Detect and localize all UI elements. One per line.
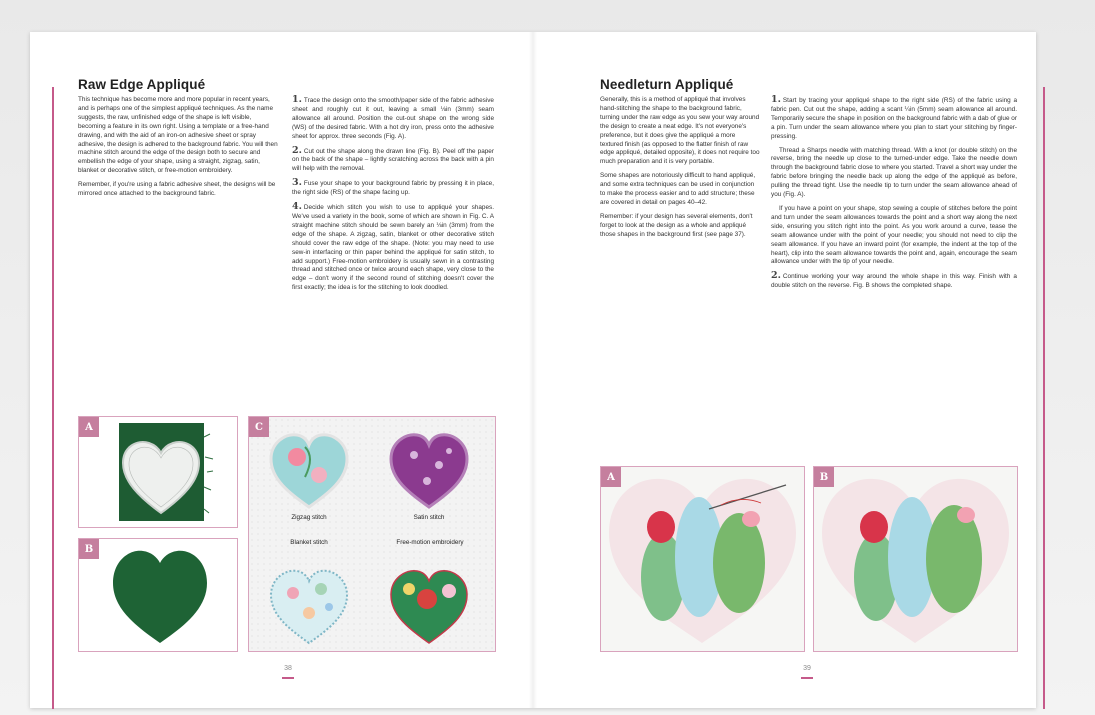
left-steps-column bbox=[292, 96, 494, 298]
step-text: If you have a point on your shape, stop sewing a couple of stitches before the point and turn under the seam allowances towards the point and a short way along the next side, ensuring you stitch right into the point. As you work around a curve, tease the seam allowance under with the point of your needle; you should not need to clip the seam allowance. If you have an inward point (for example, the indent at the top of the heart), clip into the seam allowance towards the point and, again, encourage the seam allowance under with the tip of your needle. bbox=[771, 204, 1017, 266]
right-page-edge-rule bbox=[1043, 87, 1045, 709]
right-intro-column bbox=[600, 96, 760, 245]
step-text: Trace the design onto the smooth/paper side of the fabric adhesive sheet and roughly cut it out, leaving a small ⅛in (3mm) seam allowance all around. Position the cut-out shape on the wrong side (WS) of the desired fabric. With a hot dry iron, press onto the adhesive sheet for approx. three seconds (Fig. A). bbox=[292, 97, 494, 140]
right-intro-paragraph: Generally, this is a method of appliqué that involves hand-stitching the shape to the background fabric, turning under the raw edge as you sew your way around the design to create a neat edge. It's not everyone's preference, but it does give the appliqué a more textured finish (as opposed to the flatter finish of raw edge appliqué, detailed opposite), it does not require too much preparation and it is very portable. bbox=[600, 96, 760, 166]
adhesive-sheet-heart-image bbox=[79, 417, 237, 527]
step-paragraph bbox=[292, 96, 494, 142]
step-number: 4. bbox=[292, 201, 302, 213]
step-paragraph bbox=[771, 147, 1017, 200]
stitch-sample-hearts-image bbox=[249, 417, 495, 651]
right-intro-paragraph: Some shapes are notoriously difficult to hand appliqué, and some extra techniques can be used in conjunction to make the process easier and to add structure; these are covered in detail on pages 40–42. bbox=[600, 172, 756, 206]
step-text: Thread a Sharps needle with matching thread. With a knot (or double stitch) on the reverse, bring the needle up close to the turned-under edge. Take the needle down through the background fabric close to where you started. Travel a short way under the fabric before bringing the needle back up along the edge of the appliqué as before, pulling the thread tight. Use the needle tip to turn under the seam allowance ahead of you (Fig. A). bbox=[771, 146, 1017, 199]
step-text: Cut out the shape along the drawn line (Fig. B). Peel off the paper on the back of the shape – lightly scratching across the back with a pin will help with the removal. bbox=[292, 147, 494, 173]
figure-b-raw-edge bbox=[78, 538, 238, 652]
figure-label: B bbox=[79, 539, 99, 559]
left-page-title: Raw Edge Appliqué bbox=[78, 77, 206, 92]
figure-label: B bbox=[814, 467, 834, 487]
page-number-right: 39 bbox=[803, 665, 811, 672]
step-paragraph bbox=[292, 179, 494, 198]
book-spread bbox=[30, 32, 1036, 708]
step-number: 2. bbox=[292, 144, 302, 156]
page-number-left: 38 bbox=[284, 665, 292, 672]
left-intro-paragraph: This technique has become more and more popular in recent years, and is perhaps one of the simplest appliqué techniques. As the name suggests, the raw, unfinished edge of the shape is left visible, becoming a feature in its own right. Using a template or a free-hand drawing, and with the aid of an iron-on adhesive sheet or spray adhesive, the design is adhered to the background fabric. You will then machine stitch around the edge of the design both to secure and embellish the edge of your shape, using a straight, zigzag, satin, blanket or decorative stitch, or free-motion embroidery. bbox=[78, 96, 278, 175]
figure-a-raw-edge bbox=[78, 416, 238, 528]
figure-b-needleturn bbox=[813, 466, 1018, 652]
step-text: Continue working your way around the whole shape in this way. Finish with a double stitch on the reverse. Fig. B shows the completed shape. bbox=[771, 273, 1017, 290]
cactus-heart-needle-image bbox=[601, 467, 804, 651]
step-text: Start by tracing your appliqué shape to the right side (RS) of the fabric using a fabric pen. Cut out the shape, adding a scant ¼in (5mm) seam allowance all around. Temporarily secure the shape in position on the background fabric with a dab of glue or a pin. Turn under the seam allowance where you plan to start your stitching by finger-pressing. bbox=[771, 97, 1017, 140]
figure-label: A bbox=[601, 467, 621, 487]
caption-free-motion: Free-motion embroidery bbox=[396, 539, 464, 546]
left-intro-column bbox=[78, 96, 280, 204]
left-page-edge-rule bbox=[52, 87, 54, 709]
step-paragraph bbox=[771, 272, 1017, 291]
left-intro-paragraph: Remember, if you're using a fabric adhesive sheet, the designs will be mirrored once attached to the background fabric. bbox=[78, 181, 276, 198]
step-paragraph bbox=[771, 96, 1017, 142]
page-number-bar-right bbox=[801, 677, 813, 679]
cactus-heart-complete-image bbox=[814, 467, 1017, 651]
right-steps-column bbox=[771, 96, 1017, 296]
figure-label: C bbox=[249, 417, 269, 437]
step-paragraph bbox=[292, 203, 494, 293]
step-text: Decide which stitch you wish to use to appliqué your shapes. We've used a variety in the book, some of which are shown in Fig. C. A straight machine stitch should be sewn barely an ⅛in (3mm) from the edge of the shape. A zigzag, satin, blanket or other decorative stitch should cover the raw edge of the shape. (Note: you may need to use sew-in interfacing or thin paper behind the appliqué for satin stitch, to add support.) Free-motion embroidery is usually sewn in a contrasting thread and stitched once or twice around each shape, very close to the edge – don't worry if the second round of stitching doesn't cover the first exactly; the idea is for the stitching to look doodled. bbox=[292, 204, 494, 292]
step-number: 1. bbox=[292, 94, 302, 105]
step-paragraph bbox=[292, 144, 494, 175]
figure-c-stitch-samples bbox=[248, 416, 496, 652]
right-intro-paragraph: Remember: if your design has several elements, don't forget to look at the design as a whole and appliqué those shapes in the background first (see page 37). bbox=[600, 212, 753, 238]
step-text: Fuse your shape to your background fabric by pressing it in place, the right side (RS) of the shape facing up. bbox=[292, 180, 494, 197]
right-page-title: Needleturn Appliqué bbox=[600, 77, 734, 92]
step-number: 2. bbox=[771, 270, 781, 282]
page-number-bar-left bbox=[282, 677, 294, 679]
figure-label: A bbox=[79, 417, 99, 437]
page-gutter bbox=[529, 32, 537, 708]
green-heart-image bbox=[79, 539, 237, 651]
step-number: 3. bbox=[292, 177, 302, 189]
caption-satin: Satin stitch bbox=[413, 514, 445, 521]
step-paragraph bbox=[771, 205, 1017, 267]
step-number: 1. bbox=[771, 94, 781, 105]
figure-a-needleturn bbox=[600, 466, 805, 652]
caption-blanket: Blanket stitch bbox=[290, 539, 328, 546]
caption-zigzag: Zigzag stitch bbox=[291, 514, 327, 521]
